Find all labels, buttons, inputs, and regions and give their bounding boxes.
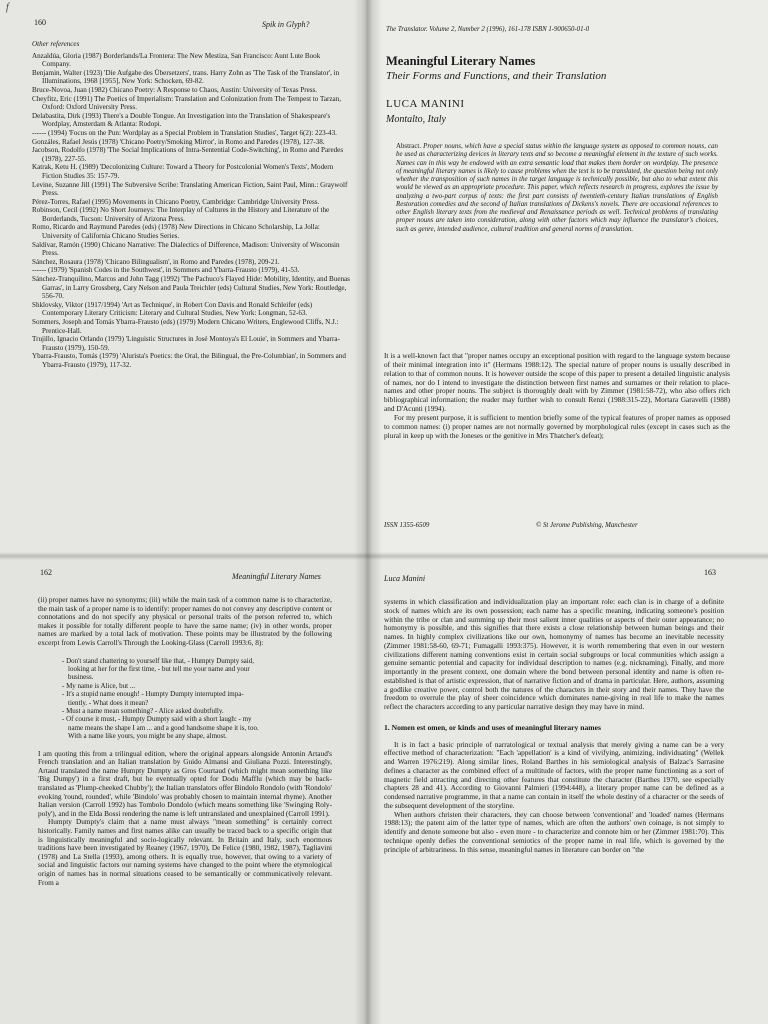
- body-text-162: [38, 596, 332, 887]
- dialogue-line: tiently. - What does it mean?: [68, 698, 149, 707]
- paragraph: It is a well-known fact that "proper names occupy an exceptional position with regard to the language system because of their minimal integration into it" (Hermans 1988:12). The special nature of proper nouns is usually described in relation to that of common nouns. It is however outside the scope of this paper to present a detailed linguistic analysis of names, nor do I intend to investigate the distinction between first names and surnames or their relation to place-names and other proper nouns. The subject is thoroughly dealt with by Zimmer (1981:58-72), who also offers rich bibliographical information; the reader may further wish to consult Renzi (1988:315-22), Mortara Garavelli (1988) and D'Acunti (1994).: [384, 351, 730, 414]
- abstract-text: Proper nouns, which have a special status within the language system as opposed to common nouns, can be used as characterizing devices in literary texts and so become a meaningful element in the texture of such works. Names can in this way be endowed with an extra semantic load that makes them border on wordplay. The presence of meaningful literary names is likely to cause problems when the text is to be translated, the question being not only whether the transposition of such names in the target language is technically possible, but also to what extent this would be viewed as an appropriate procedure. This paper, which reflects research in progress, explores the issue by analyzing a two-part corpus of texts: the first part consists of twentieth-century Italian translations of English Restoration comedies and the second of Italian translations of Dickens's novels. There are occasional references to other English literary texts from the medieval and Renaissance periods as well. Technical problems of translating proper nouns are taken into consideration, along with other factors which may influence the translator's choices, such as genre, intended audience, cultural tradition and general norms of translation.: [396, 143, 718, 233]
- issn: ISSN 1355-6509: [384, 522, 430, 529]
- reference-entry: Sánchez-Tranquilino, Marcos and John Tagg (1992) 'The Pachuco's Flayed Hide: Mobility, Identity, and Buenas Garras', in Larry Grossberg, Cary Nelson and Paula Treichler (eds) Cultural Studies, New York: Routledge, 556-70.: [32, 275, 350, 301]
- journal-line: The Translator. Volume 2, Number 2 (1996), 161-178 ISBN 1-900650-01-0: [386, 26, 590, 33]
- reference-entry: Katrak, Ketu H. (1989) 'Decolonizing Culture: Toward a Theory for Postcolonial Women's Texts', Modern Fiction Studies 35: 157-79.: [32, 163, 334, 180]
- abstract: [396, 143, 718, 234]
- reference-list: [32, 52, 350, 370]
- body-text-161: [384, 352, 730, 440]
- running-head-162: Meaningful Literary Names: [232, 572, 321, 581]
- abstract-label: Abstract.: [396, 143, 422, 150]
- paragraph: (ii) proper names have no synonyms; (iii) while the main task of a common name is to characterize, the main task of a proper name is to identify: proper names do not convey any descriptive content or connotations and do not specify any physical or personal traits of the person referred to, which makes it possible for totally different people to have the same name; (iv) in other words, proper names are marked by a total lack of motivation. These points may be illustrated by the following excerpt from Lewis Carroll's Through the Looking-Glass (Carroll 1993:6, 8):: [38, 595, 332, 647]
- page-number-163: 163: [704, 568, 716, 577]
- reference-entry: Anzaldúa, Gloria (1987) Borderlands/La Frontera: The New Mestiza, San Francisco: Aunt Lute Book Company.: [32, 51, 321, 69]
- reference-entry: Robinson, Cecil (1992) No Short Journeys: The Interplay of Cultures in the History and Literature of the Borderlands, Tucson: University of Arizona Press.: [32, 206, 330, 223]
- dialogue-line: name means the shape I am ... and a good handsome shape it is, too.: [68, 723, 259, 732]
- section-heading: 1. Nomen est omen, or kinds and uses of meaningful literary names: [384, 722, 601, 732]
- paragraph: When authors christen their characters, they can choose between 'conventional' and 'loaded' names (Hermans 1988:13); the patent aim of the latter type of names, which are often the authors' own coinage, is not simply to identify and denote someone but also - even more - to characterize and connote him or her (Zimmer 1981:70). This technique openly defies the conventional semiotics of the proper name in real life, which is governed by the principle of arbitrariness. In this sense, meaningful names in literature can border on "the: [384, 809, 724, 854]
- author-affiliation: Montalto, Italy: [386, 114, 446, 125]
- references-section: [32, 40, 350, 370]
- reference-entry: Shklovsky, Viktor (1917/1994) 'Art as Technique', in Robert Con Davis and Ronald Schleifer (eds) Contemporary Literary Criticism: Literary and Cultural Studies, New York: Longman, 52-63.: [32, 300, 313, 318]
- reference-entry: Cheyfitz, Eric (1991) The Poetics of Imperialism: Translation and Colonization from The Tempest to Tarzan, Oxford: Oxford University Press.: [32, 94, 341, 112]
- reference-entry: Benjamin, Walter (1923) 'Die Aufgabe des Übersetzers', trans. Harry Zohn as 'The Task of the Translator', in Illuminations, 1968 [1955], New York: Schocken, 69-82.: [32, 68, 340, 86]
- reference-entry: Levine, Suzanne Jill (1991) The Subversive Scribe: Translating American Fiction, Saint Paul, Minn.: Graywolf Press.: [32, 180, 348, 198]
- article-subtitle: Their Forms and Functions, and their Translation: [386, 70, 607, 82]
- quoted-dialogue: [62, 657, 332, 741]
- reference-entry: Trujillo, Ignacio Orlando (1979) 'Linguistic Structures in José Montoya's El Louie', in Sommers and Ybarra-Frausto (1979), 150-59.: [32, 335, 340, 352]
- page-161: [368, 0, 768, 556]
- dialogue-line: - Of course it must, - Humpty Dumpty said with a short laugh: - my: [62, 715, 252, 724]
- dialogue-line: - My name is Alice, but ...: [62, 681, 136, 690]
- reference-entry: Gonzáles, Rafael Jesús (1978) 'Chicano Poetry/Smoking Mirror', in Romo and Paredes (1978), 127-38.: [32, 137, 325, 146]
- reference-entry: ------ (1994) 'Focus on the Pun: Wordplay as a Special Problem in Translation Studies', Target 6(2): 223-43.: [32, 128, 337, 137]
- article-title: Meaningful Literary Names: [386, 54, 536, 68]
- paragraph: It is in fact a basic principle of narratological or textual analysis that merely giving a name can be a very effective method of characterization: "Each 'appellation' is a kind of vivifying, animizing, individuating" (Wellek and Warren 1976:219). Along similar lines, Roland Barthes in his semiological analysis of Balzac's Sarrasine defines a character as the combined effect of a multitude of factors, with the proper name functioning as a sort of magnetic field attracting and directing other features that constitute the character (Barthes 1970, see especially chapters 28 and 41). According to Giovanni Palmieri (1994:448), a literary proper name can be defined as a condensed narrative programme, in that a name can contain in itself the whole destiny of a character or the seeds of the subsequent development of the storyline.: [384, 739, 724, 810]
- page-number-160: 160: [34, 18, 46, 27]
- page-number-162: 162: [40, 568, 52, 577]
- dialogue-line: - It's a stupid name enough! - Humpty Dumpty interrupted impa-: [62, 690, 244, 699]
- reference-entry: Sommers, Joseph and Tomás Ybarra-Frausto (eds) (1979) Modern Chicano Writers, Englewood Cliffs, N.J.: Prentice-Hall.: [32, 318, 339, 335]
- corner-mark: f: [6, 2, 9, 13]
- paragraph: I am quoting this from a trilingual edition, where the original appears alongside Antonin Artaud's French translation and an Italian translation by Guido Almansi and Giuliana Pozzi. Interestingly, Artaud translated the name Humpty Dumpty as Gros Courtaud (which might mean something like 'Big Dumpy') in a first draft, but he eventually opted for Dodu Mafflu (which may be back-translated as 'Plump-cheeked Chubby'); the Italian translators offer Bindolo Rondolo (with 'Rondolo' evoking 'round, rounded', while 'Bindolo' was probably chosen to maintain internal rhyme). Another Italian version (Carroll 1992) has Tombolo Dondolo (which means something like 'Swinging Roly-poly'), and in the Elda Bossi rendering the name is left untranslated and unexplained (Carroll 1991).: [38, 748, 332, 818]
- paragraph: For my present purpose, it is sufficient to mention briefly some of the typical features of proper names as opposed to common names: (i) proper names are not normally governed by morphological rules (except in cases such as the plural in keep up with the Joneses or the genitive in Mrs Thatcher's defeat);: [384, 412, 730, 440]
- dialogue-line: - Don't stand chattering to yourself like that, - Humpty Dumpty said,: [62, 656, 254, 665]
- reference-entry: Romo, Ricardo and Raymund Paredes (eds) (1978) New Directions in Chicano Scholarship, La Jolla: University of California Chicano Studies Series.: [32, 223, 320, 241]
- body-text-163: [384, 598, 724, 854]
- dialogue-line: business.: [68, 673, 94, 682]
- dialogue-line: With a name like yours, you might be any shape, almost.: [68, 732, 227, 741]
- reference-entry: Jacobson, Rodolfo (1978) 'The Social Implications of Intra-Sentential Code-Switching', in Romo and Paredes (1978), 227-55.: [32, 146, 344, 163]
- reference-entry: Ybarra-Frausto, Tomás (1979) 'Alurista's Poetics: the Oral, the Bilingual, the Pre-Columbian', in Sommers and Ybarra-Frausto (1979), 117-32.: [32, 352, 346, 369]
- reference-entry: Pérez-Torres, Rafael (1995) Movements in Chicano Poetry, Cambridge: Cambridge University Press.: [32, 197, 320, 206]
- paragraph: systems in which classification and individualization play an important role: each clan is in charge of a definite stock of names which are its own possession; each name has a specific meaning, indicating someone's position within the tribe or clan and summing up their most salient inner qualities or aspects of their outer appearance; no homonymy is possible, and this signifies that there exists a close relationship between human beings and their names. In highly complex civilizations like our own, homonymy of names has become an inevitable necessity (Zimmer 1981:58-60, 69-71; Fumagalli 1993:375). However, it is worth remembering that even in our western civilizations different naming conventions exist in certain social subgroups or local communities which assign a genuine semantic potential and capacity for individual description to names (e.g. nicknaming). Finally, and more importantly in the present context, one domain where the bond between personal identity and name is often re-established is that of artistic expression, that of narrative fiction and of drama in particular. Here, authors, assuming a godlike creative power, control both the natures of the characters in their story and their names. They have the freedom to overrule the play of sheer coincidence which dominates name-giving in real life to make the names reflect the characters according to any particular narrative design they may have in mind.: [384, 597, 724, 711]
- reference-entry: Sánchez, Rosaura (1978) 'Chicano Bilingualism', in Romo and Paredes (1978), 209-21.: [32, 257, 280, 266]
- running-head-163: Luca Manini: [384, 574, 426, 583]
- running-head-160: Spik in Glyph?: [262, 20, 310, 29]
- reference-entry: Bruce-Novoa, Juan (1982) Chicano Poetry: A Response to Chaos, Austin: University of Texas Press.: [32, 85, 318, 94]
- dialogue-line: looking at her for the first time, - but tell me your name and your: [68, 664, 250, 673]
- reference-entry: Delabastita, Dirk (1993) There's a Double Tongue. An Investigation into the Translation of Shakespeare's Wordplay, Amsterdam & Atlanta: Rodopi.: [32, 111, 331, 129]
- author-name: LUCA MANINI: [386, 98, 465, 110]
- copyright: © St Jerome Publishing, Manchester: [536, 522, 638, 529]
- reference-entry: Saldívar, Ramón (1990) Chicano Narrative: The Dialectics of Difference, Madison: University of Wisconsin Press.: [32, 240, 340, 258]
- dialogue-line: - Must a name mean something? - Alice asked doubtfully.: [62, 707, 224, 715]
- references-subhead: Other references: [32, 40, 80, 48]
- page-160: [0, 0, 368, 556]
- reference-entry: ------ (1979) 'Spanish Codes in the Southwest', in Sommers and Ybarra-Frausto (1979), 41-53.: [32, 266, 300, 275]
- paragraph: Humpty Dumpty's claim that a name must always "mean something" is certainly correct historically. Family names and first names alike can usually be traced back to a specific origin that is linguistically meaningful and socio-logically relevant. In Britain and Italy, such enormous traditions have been investigated by Reaney (1967, 1970), De Felice (1980, 1982, 1987), Tagliavini (1978) and La Stella (1993), among others. It is equally true, however, that owing to a variety of social and linguistic factors our naming systems have changed to the point where the etymological origin of names has in normal situations ceased to be semantically or communicatively relevant. From a: [38, 817, 332, 887]
